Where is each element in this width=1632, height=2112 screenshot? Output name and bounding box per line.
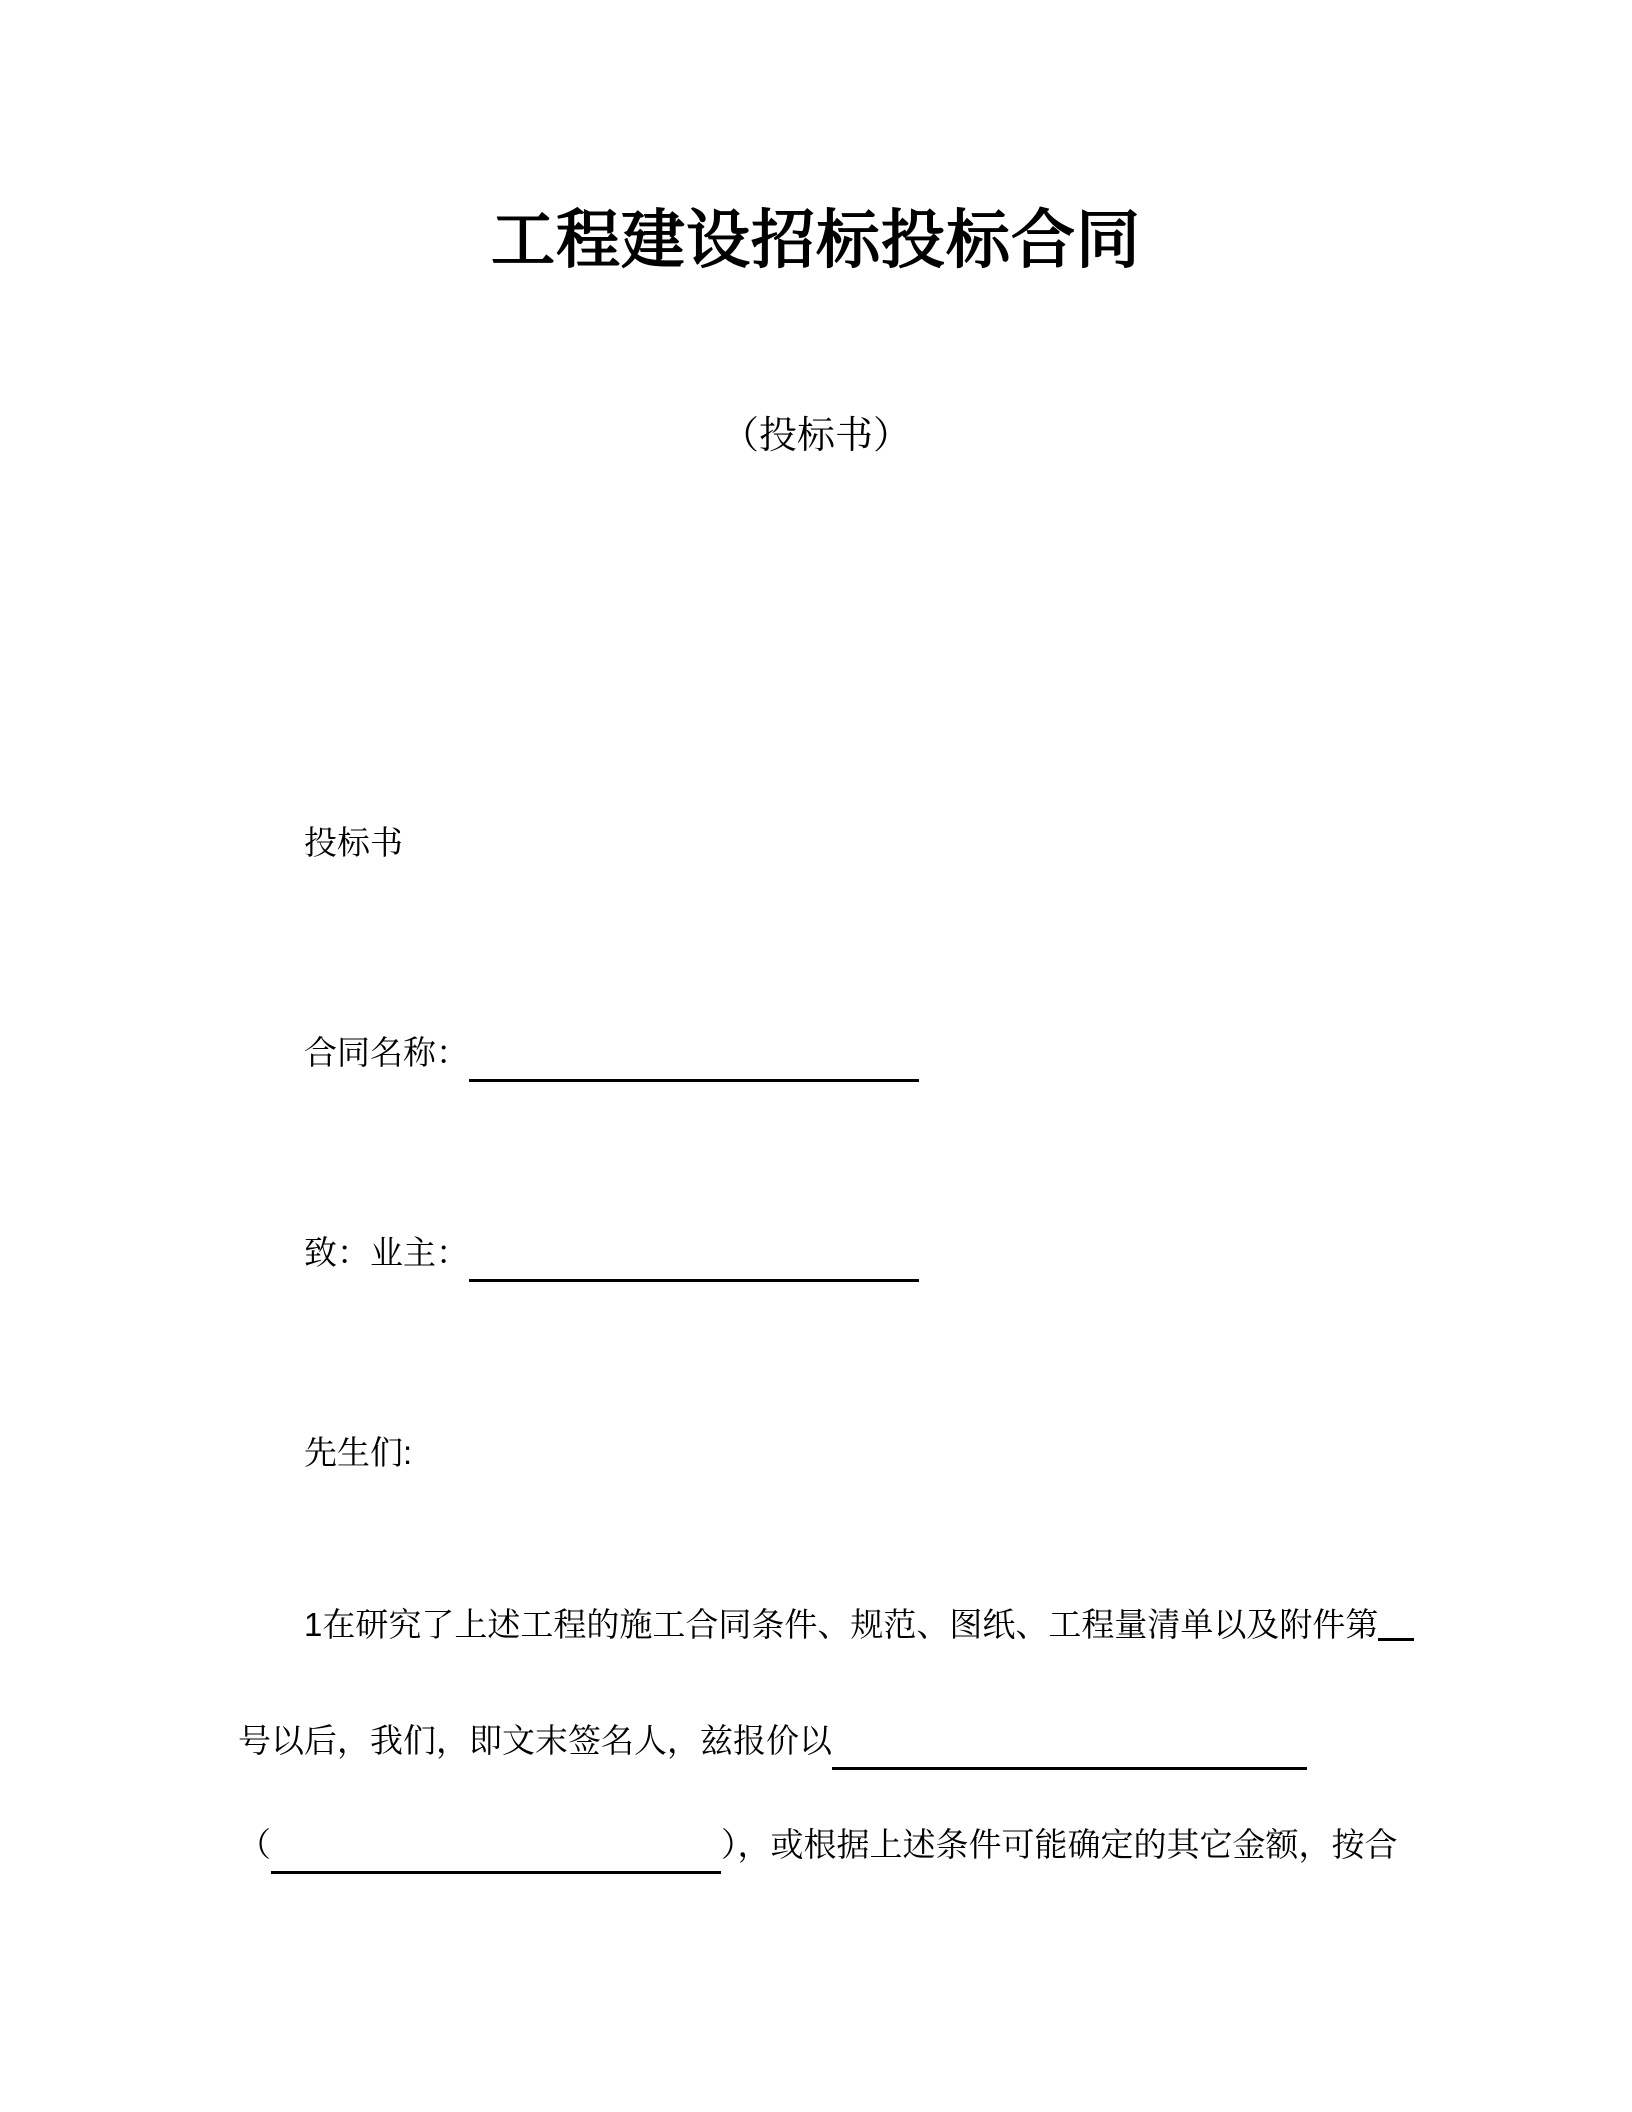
paragraph-line-2	[238, 1720, 1307, 1761]
tender-form-label: 投标书	[304, 824, 403, 861]
attachment-number-blank-field[interactable]	[1378, 1620, 1414, 1641]
open-paren: （	[238, 1826, 271, 1863]
document-subtitle: （投标书）	[720, 415, 911, 457]
bid-price-blank-field[interactable]	[832, 1749, 1307, 1770]
contract-name-blank-field[interactable]	[469, 1061, 919, 1082]
paragraph-line-1	[304, 1604, 1414, 1645]
paragraph-line-1-text: 1在研究了上述工程的施工合同条件、规范、图纸、工程量清单以及附件第	[304, 1606, 1379, 1643]
owner-label: 致：业主：	[304, 1234, 469, 1271]
paragraph-line-3-text: ，或根据上述条件可能确定的其它金额，按合	[737, 1826, 1398, 1863]
close-paren: ）	[721, 1826, 738, 1863]
contract-name-row	[304, 1032, 919, 1073]
salutation-label: 先生们:	[304, 1434, 413, 1471]
contract-name-label: 合同名称：	[304, 1034, 469, 1071]
owner-blank-field[interactable]	[469, 1261, 919, 1282]
owner-row	[304, 1232, 919, 1273]
paragraph-line-3	[238, 1824, 1398, 1865]
amount-in-words-blank-field[interactable]	[271, 1853, 721, 1874]
paragraph-line-2-text: 号以后，我们，即文末签名人，兹报价以	[238, 1722, 832, 1759]
document-title: 工程建设招标投标合同	[491, 204, 1141, 276]
